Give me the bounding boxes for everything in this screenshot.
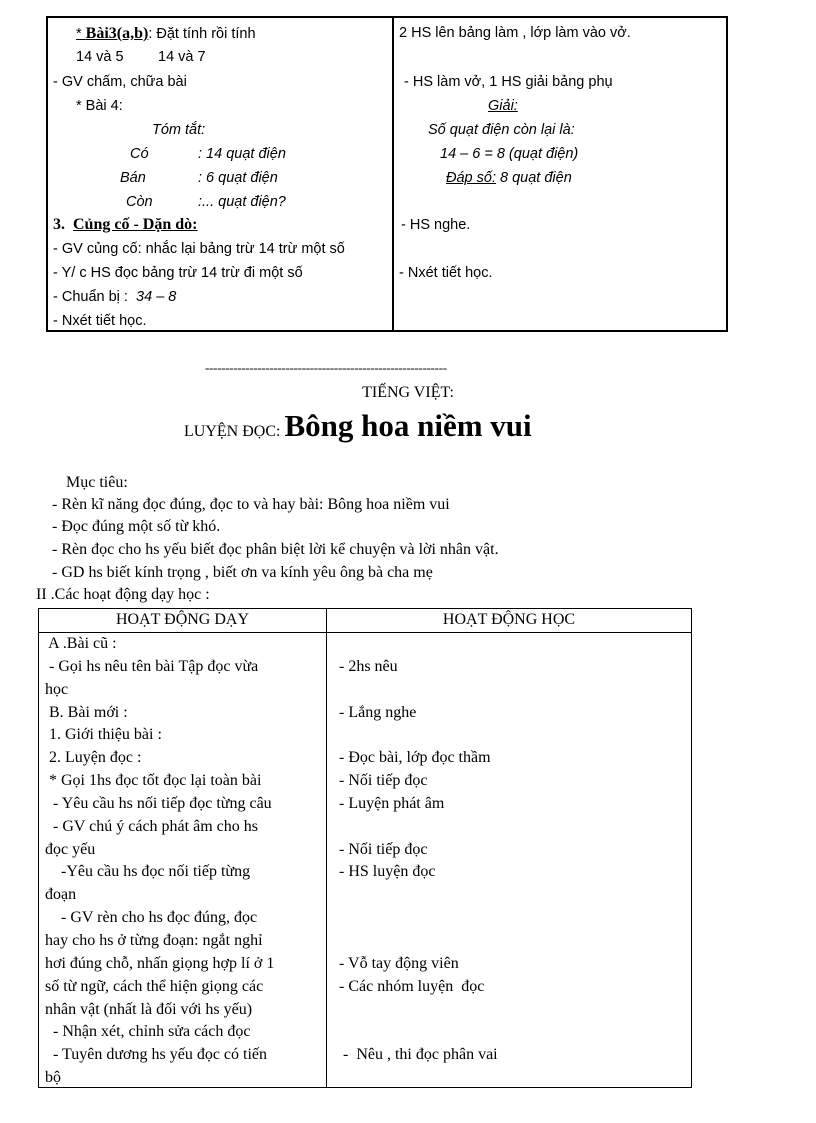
ban-value: : 6 quạt điện (198, 170, 278, 186)
lesson-heading (184, 408, 532, 444)
subject-heading: TIẾNG VIỆT: (362, 384, 454, 401)
teacher-line: -Yêu cầu hs đọc nối tiếp từng (45, 863, 251, 880)
student-line: - Nối tiếp đọc (339, 841, 428, 858)
teacher-line: * Gọi 1hs đọc tốt đọc lại toàn bài (45, 772, 262, 789)
tom-tat-line: Tóm tắt: (152, 122, 206, 138)
teacher-line: hơi đúng chỗ, nhấn giọng hợp lí ở 1 (45, 955, 275, 972)
teacher-line: - GV rèn cho hs đọc đúng, đọc (45, 909, 258, 926)
hs-nghe-line: - HS nghe. (401, 217, 471, 233)
teacher-line: 1. Giới thiệu bài : (45, 726, 162, 743)
chuan-bi-line (53, 289, 176, 305)
objective-item: - Đọc đúng một số từ khó. (52, 518, 221, 535)
dap-so-value: 8 quạt điện (495, 170, 572, 186)
bai4-line: * Bài 4: (76, 98, 123, 114)
header-teacher: HOẠT ĐỘNG DẠY (115, 611, 250, 628)
con-label: Còn (126, 194, 153, 210)
math-lesson-table (46, 16, 728, 332)
bai3-label: Bài3(a,b) (85, 25, 149, 42)
student-line: - 2hs nêu (339, 658, 398, 675)
co-label: Có (130, 146, 149, 162)
dap-so-label: Đáp số: (446, 170, 496, 186)
hs-lam-vo-line: - HS làm vở, 1 HS giải bảng phụ (404, 74, 613, 90)
con-value: :... quạt điện? (198, 194, 286, 210)
teacher-line: - GV chú ý cách phát âm cho hs (45, 818, 258, 835)
student-line: - Vỗ tay động viên (339, 955, 459, 972)
section3-num: 3. (53, 216, 65, 233)
teacher-line: - Yêu cầu hs nối tiếp đọc từng câu (45, 795, 272, 812)
column-divider (326, 609, 327, 1087)
chuan-bi-label: - Chuẩn bị : (53, 289, 128, 305)
objective-item: - Rèn đọc cho hs yếu biết đọc phân biệt lời kể chuyện và lời nhân vật. (52, 541, 499, 558)
teacher-line: A .Bài cũ : (45, 635, 117, 652)
phep-tinh-line: 14 – 6 = 8 (quạt điện) (440, 146, 579, 162)
teacher-line: bộ (45, 1069, 61, 1086)
lesson-title: Bông hoa niềm vui (284, 408, 532, 443)
teacher-line: - Tuyên dương hs yếu đọc có tiến (45, 1046, 268, 1063)
nxet-right-line: - Nxét tiết học. (399, 265, 493, 281)
teacher-line: - Gọi hs nêu tên bài Tập đọc vừa (45, 658, 259, 675)
column-divider (392, 18, 394, 330)
chuan-bi-value: 34 – 8 (136, 289, 177, 305)
teacher-line: - Nhận xét, chỉnh sửa cách đọc (45, 1023, 251, 1040)
teacher-line: đoạn (45, 886, 77, 903)
nxet-left-line: - Nxét tiết học. (53, 313, 147, 329)
student-line: - HS luyện đọc (339, 863, 436, 880)
student-line: - Nêu , thi đọc phân vai (339, 1046, 498, 1063)
objectives-heading: Mục tiêu: (66, 474, 128, 491)
teacher-line: số từ ngữ, cách thể hiện giọng các (45, 978, 264, 995)
student-line: - Luyện phát âm (339, 795, 445, 812)
hs-len-bang-line: 2 HS lên bảng làm , lớp làm vào vở. (399, 25, 631, 41)
so-quat-line: Số quạt điện còn lại là: (428, 122, 575, 138)
objective-item: - GD hs biết kính trọng , biết ơn va kính yêu ông bà cha mẹ (52, 564, 433, 581)
student-line: - Nối tiếp đọc (339, 772, 428, 789)
objective-item: - Rèn kĩ năng đọc đúng, đọc to và hay bài: Bông hoa niềm vui (52, 496, 450, 513)
ban-label: Bán (120, 170, 146, 186)
gv-cham-line: - GV chấm, chữa bài (53, 74, 187, 90)
cung-co-line: - GV củng cố: nhắc lại bảng trừ 14 trừ một số (53, 241, 345, 257)
teacher-line: nhân vật (nhất là đối với hs yếu) (45, 1001, 253, 1018)
bai3-text: : Đặt tính rồi tính (148, 26, 256, 42)
bai3-line (76, 25, 256, 43)
teacher-line: học (45, 681, 69, 698)
student-line: - Lắng nghe (339, 704, 417, 721)
yc-hs-line: - Y/ c HS đọc bảng trừ 14 trừ đi một số (53, 265, 303, 281)
co-value: : 14 quạt điện (198, 146, 286, 162)
lesson-prefix: LUYỆN ĐỌC: (184, 423, 281, 440)
activities-heading: II .Các hoạt động dạy học : (36, 586, 210, 603)
section3-title: Củng cố - Dặn dò: (73, 216, 198, 233)
dap-so-line (446, 170, 572, 186)
bai3-ex1: 14 và 5 (76, 49, 124, 65)
header-rule (39, 632, 691, 633)
teacher-line: đọc yếu (45, 841, 96, 858)
section3-heading (53, 216, 197, 234)
bai3-star: * (76, 26, 86, 42)
student-line: - Các nhóm luyện đọc (339, 978, 485, 995)
teacher-line: hay cho hs ở từng đoạn: ngắt nghỉ (45, 932, 263, 949)
student-line: - Đọc bài, lớp đọc thầm (339, 749, 491, 766)
teacher-line: 2. Luyện đọc : (45, 749, 142, 766)
activities-table (38, 608, 692, 1088)
teacher-line: B. Bài mới : (45, 704, 128, 721)
giai-line: Giải: (488, 98, 518, 114)
bai3-ex2: 14 và 7 (158, 49, 206, 65)
header-student: HOẠT ĐỘNG HỌC (442, 611, 576, 628)
separator-line: ------------------------------------------------------------ (205, 360, 447, 375)
